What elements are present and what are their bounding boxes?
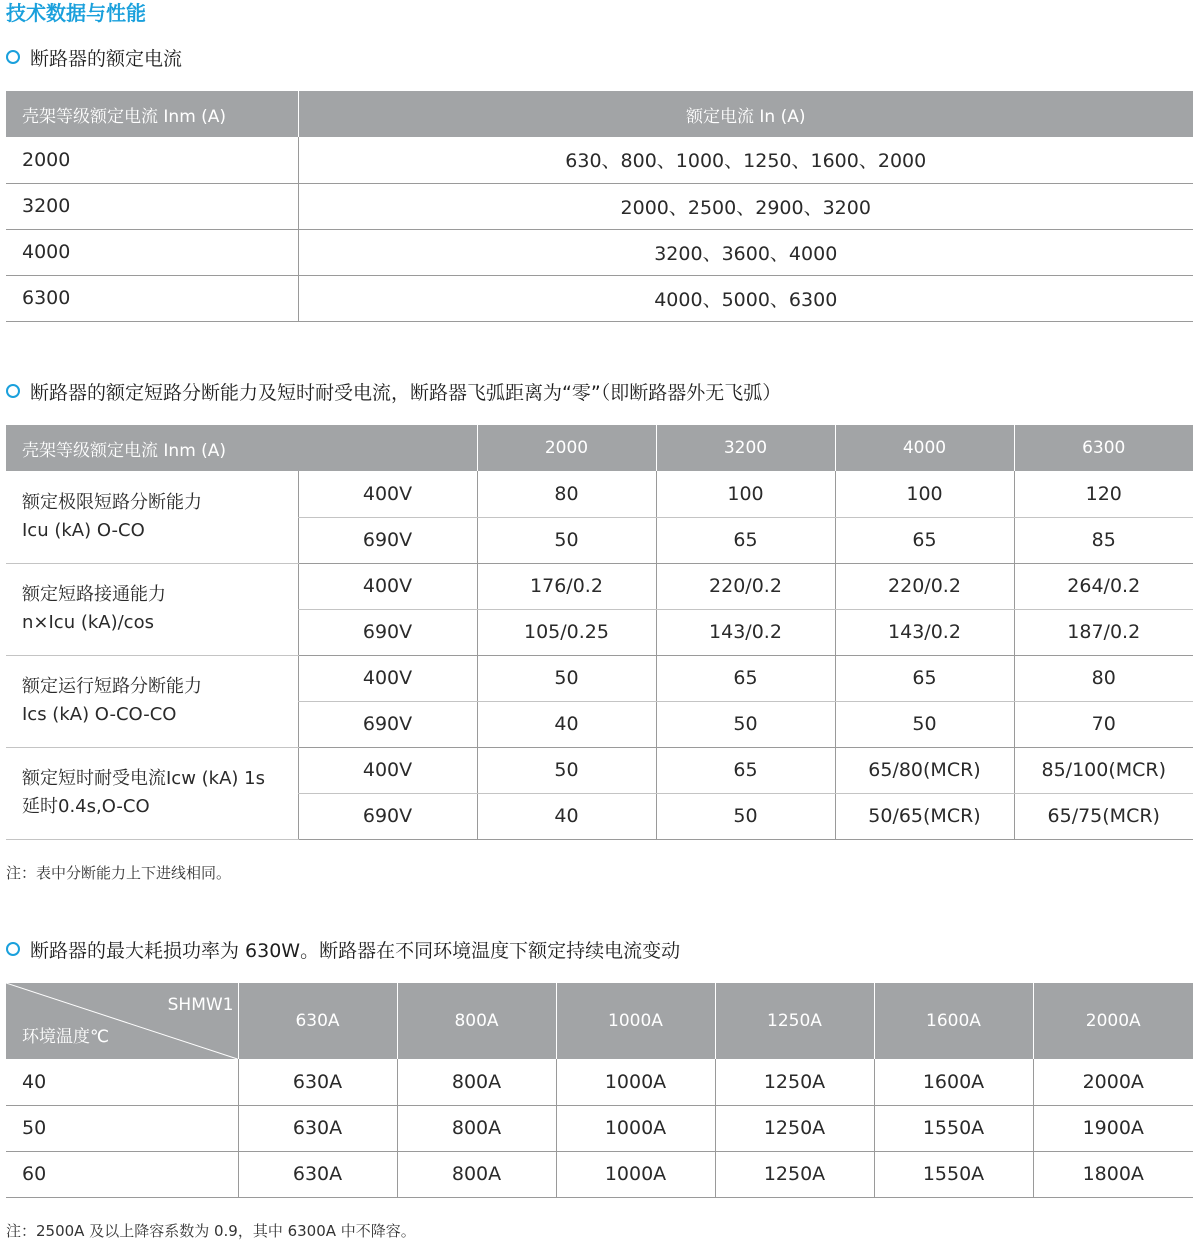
rated-cell: 4000、5000、6300: [298, 275, 1193, 321]
table-row: [6, 471, 1193, 517]
value-cell: 264/0.2: [1014, 563, 1193, 609]
frame-cell: 4000: [6, 229, 298, 275]
derating-note: 注：2500A 及以上降容系数为 0.9，其中 6300A 中不降容。: [6, 1222, 416, 1240]
value-cell: 220/0.2: [835, 563, 1014, 609]
header-frame-current: 壳架等级额定电流 Inm (A): [6, 91, 298, 137]
value-cell: 50: [477, 517, 656, 563]
rated-cell: 2000、2500、2900、3200: [298, 183, 1193, 229]
group-label-making: [6, 563, 298, 655]
value-cell: 1550A: [874, 1105, 1033, 1151]
value-cell: 220/0.2: [656, 563, 835, 609]
header-630a: 630A: [238, 983, 397, 1059]
value-cell: 630A: [238, 1151, 397, 1197]
header-1250a: 1250A: [715, 983, 874, 1059]
value-cell: 1550A: [874, 1151, 1033, 1197]
value-cell: 1000A: [556, 1105, 715, 1151]
frame-cell: 2000: [6, 137, 298, 183]
group-label-line2: Ics (kA) O-CO-CO: [22, 704, 177, 725]
table-row: [6, 1105, 1193, 1151]
value-cell: 50/65(MCR): [835, 793, 1014, 839]
value-cell: 80: [1014, 655, 1193, 701]
rated-cell: 3200、3600、4000: [298, 229, 1193, 275]
value-cell: 65: [656, 517, 835, 563]
circle-bullet-icon: [6, 50, 20, 64]
value-cell: 800A: [397, 1151, 556, 1197]
group-label-line2: n×Icu (kA)/cos: [22, 612, 154, 633]
value-cell: 1250A: [715, 1105, 874, 1151]
header-frame-2000: 2000: [477, 425, 656, 471]
temp-cell: 60: [6, 1151, 238, 1197]
value-cell: 630A: [238, 1105, 397, 1151]
value-cell: 120: [1014, 471, 1193, 517]
value-cell: 65/75(MCR): [1014, 793, 1193, 839]
table-row: [6, 275, 1193, 321]
header-800a: 800A: [397, 983, 556, 1059]
value-cell: 70: [1014, 701, 1193, 747]
value-cell: 85: [1014, 517, 1193, 563]
voltage-cell: 690V: [298, 701, 477, 747]
group-label-line1: 额定极限短路分断能力: [22, 491, 202, 513]
header-1000a: 1000A: [556, 983, 715, 1059]
group-label-ics: [6, 655, 298, 747]
value-cell: 1600A: [874, 1059, 1033, 1105]
value-cell: 50: [477, 655, 656, 701]
value-cell: 1250A: [715, 1059, 874, 1105]
table-row: [6, 229, 1193, 275]
table-note: 注：表中分断能力上下进线相同。: [6, 864, 232, 882]
header-2000a: 2000A: [1033, 983, 1193, 1059]
corner-header: [6, 983, 238, 1059]
value-cell: 80: [477, 471, 656, 517]
group-label-line1: 额定运行短路分断能力: [22, 676, 202, 697]
table-row: [6, 747, 1193, 793]
table-row: [6, 183, 1193, 229]
voltage-cell: 690V: [298, 793, 477, 839]
table-row: [6, 137, 1193, 183]
voltage-cell: 690V: [298, 609, 477, 655]
temp-cell: 50: [6, 1105, 238, 1151]
group-label-icu: [6, 471, 298, 563]
header-frame-4000: 4000: [835, 425, 1014, 471]
value-cell: 1800A: [1033, 1151, 1193, 1197]
value-cell: 1900A: [1033, 1105, 1193, 1151]
section-heading-breaking-capacity: [6, 376, 781, 406]
group-label-line2: 延时0.4s,O-CO: [22, 796, 150, 817]
rated-cell: 630、800、1000、1250、1600、2000: [298, 137, 1193, 183]
temperature-derating-table: [6, 983, 1193, 1198]
value-cell: 85/100(MCR): [1014, 747, 1193, 793]
breaking-capacity-table: [6, 425, 1193, 840]
value-cell: 187/0.2: [1014, 609, 1193, 655]
value-cell: 50: [835, 701, 1014, 747]
value-cell: 40: [477, 701, 656, 747]
circle-bullet-icon: [6, 942, 20, 956]
value-cell: 50: [477, 747, 656, 793]
header-frame-3200: 3200: [656, 425, 835, 471]
page-title: 技术数据与性能: [6, 1, 146, 25]
header-frame-6300: 6300: [1014, 425, 1193, 471]
value-cell: 630A: [238, 1059, 397, 1105]
circle-bullet-icon: [6, 384, 20, 398]
section-heading-text: 断路器的额定短路分断能力及短时耐受电流，断路器飞弧距离为“零”（即断路器外无飞弧）: [30, 381, 782, 404]
value-cell: 176/0.2: [477, 563, 656, 609]
temp-cell: 40: [6, 1059, 238, 1105]
section-heading-text: 断路器的额定电流: [30, 47, 183, 70]
table-row: [6, 563, 1193, 609]
group-label-line1: 额定短时耐受电流Icw (kA) 1s: [22, 768, 265, 789]
value-cell: 50: [656, 793, 835, 839]
corner-temp-label: 环境温度℃: [22, 1027, 110, 1047]
value-cell: 100: [835, 471, 1014, 517]
value-cell: 65/80(MCR): [835, 747, 1014, 793]
rated-current-table: [6, 91, 1193, 322]
value-cell: 65: [835, 655, 1014, 701]
voltage-cell: 400V: [298, 563, 477, 609]
table-row: [6, 1059, 1193, 1105]
voltage-cell: 400V: [298, 747, 477, 793]
value-cell: 800A: [397, 1105, 556, 1151]
voltage-cell: 400V: [298, 655, 477, 701]
value-cell: 1250A: [715, 1151, 874, 1197]
value-cell: 105/0.25: [477, 609, 656, 655]
group-label-line2: Icu (kA) O-CO: [22, 519, 145, 541]
header-rated-current: 额定电流 In (A): [298, 91, 1193, 137]
section-heading-rated-current: [6, 42, 182, 72]
table-row: [6, 655, 1193, 701]
frame-cell: 6300: [6, 275, 298, 321]
header-frame-current: 壳架等级额定电流 Inm (A): [6, 425, 477, 471]
value-cell: 2000A: [1033, 1059, 1193, 1105]
value-cell: 65: [835, 517, 1014, 563]
value-cell: 143/0.2: [835, 609, 1014, 655]
group-label-line1: 额定短路接通能力: [22, 584, 166, 605]
section-heading-text: 断路器的最大耗损功率为 630W。断路器在不同环境温度下额定持续电流变动: [30, 939, 681, 962]
value-cell: 100: [656, 471, 835, 517]
section-heading-temperature-derating: [6, 934, 680, 964]
header-1600a: 1600A: [874, 983, 1033, 1059]
value-cell: 800A: [397, 1059, 556, 1105]
value-cell: 65: [656, 747, 835, 793]
value-cell: 1000A: [556, 1151, 715, 1197]
value-cell: 50: [656, 701, 835, 747]
value-cell: 65: [656, 655, 835, 701]
value-cell: 40: [477, 793, 656, 839]
group-label-icw: [6, 747, 298, 839]
corner-model-label: SHMW1: [167, 995, 234, 1015]
voltage-cell: 690V: [298, 517, 477, 563]
frame-cell: 3200: [6, 183, 298, 229]
value-cell: 143/0.2: [656, 609, 835, 655]
voltage-cell: 400V: [298, 471, 477, 517]
value-cell: 1000A: [556, 1059, 715, 1105]
table-row: [6, 1151, 1193, 1197]
